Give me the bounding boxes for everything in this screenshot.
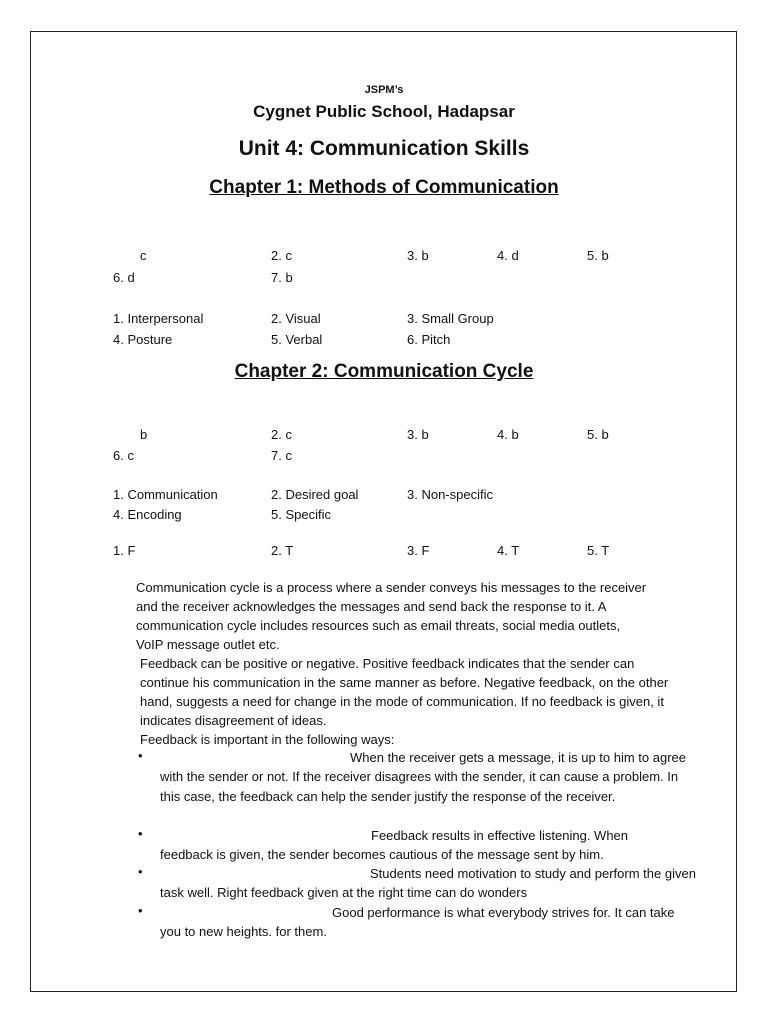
ch2-mcq-2: 2. c — [271, 427, 292, 442]
bullet-icon: • — [138, 748, 143, 763]
ch1-mcq-3: 3. b — [407, 248, 429, 263]
ch2-tf-5: 5. T — [587, 543, 610, 558]
paragraph-line: Feedback is important in the following ways: — [140, 732, 395, 747]
ch2-mcq-4: 4. b — [497, 427, 519, 442]
ch1-mcq-5: 5. b — [587, 248, 609, 263]
bullet-2-line-1: Feedback results in effective listening. When — [371, 828, 629, 843]
ch1-fill-6: 6. Pitch — [407, 332, 451, 347]
ch2-mcq-1: b — [140, 427, 148, 442]
ch1-fill-2: 2. Visual — [271, 311, 321, 326]
paragraph-line: VoIP message outlet etc. — [136, 637, 280, 652]
ch2-mcq-6: 6. c — [113, 448, 134, 463]
bullet-1-line-2: with the sender or not. If the receiver disagrees with the sender, it can cause a problem. In — [160, 769, 679, 784]
ch2-fill-4: 4. Encoding — [113, 507, 182, 522]
unit-title: Unit 4: Communication Skills — [238, 137, 530, 160]
ch2-fill-5: 5. Specific — [271, 507, 331, 522]
ch2-mcq-3: 3. b — [407, 427, 429, 442]
paragraph-line: and the receiver acknowledges the messages and send back the response to it. A — [136, 599, 607, 614]
ch2-fill-3: 3. Non-specific — [407, 487, 493, 502]
chapter2-title: Chapter 2: Communication Cycle — [234, 361, 534, 382]
bullet-1-line-3: this case, the feedback can help the sender justify the response of the receiver. — [160, 789, 616, 804]
ch2-tf-1: 1. F — [113, 543, 136, 558]
bullet-4-line-1: Good performance is what everybody strives for. It can take — [332, 905, 675, 920]
ch2-tf-4: 4. T — [497, 543, 520, 558]
ch2-mcq-7: 7. c — [271, 448, 292, 463]
ch1-fill-5: 5. Verbal — [271, 332, 323, 347]
bullet-icon: • — [138, 903, 143, 918]
ch1-fill-1: 1. Interpersonal — [113, 311, 204, 326]
ch2-mcq-5: 5. b — [587, 427, 609, 442]
ch2-tf-2: 2. T — [271, 543, 294, 558]
paragraph-line: continue his communication in the same manner as before. Negative feedback, on the other — [140, 675, 669, 690]
school-name: Cygnet Public School, Hadapsar — [253, 102, 515, 121]
ch1-mcq-4: 4. d — [497, 248, 519, 263]
chapter1-title: Chapter 1: Methods of Communication — [209, 177, 559, 198]
bullet-icon: • — [138, 864, 143, 879]
bullet-1-line-1: When the receiver gets a message, it is up to him to agree — [350, 750, 687, 765]
org-name: JSPM’s — [364, 84, 404, 96]
ch1-fill-3: 3. Small Group — [407, 311, 494, 326]
paragraph-line: communication cycle includes resources such as email threats, social media outlets, — [136, 618, 621, 633]
bullet-3-line-1: Students need motivation to study and perform the given — [370, 866, 696, 881]
answer-paragraph-2 — [140, 654, 668, 749]
ch2-tf-3: 3. F — [407, 543, 430, 558]
ch1-mcq-1: c — [140, 248, 147, 263]
bullet-2-line-2: feedback is given, the sender becomes cautious of the message sent by him. — [160, 847, 604, 862]
ch1-mcq-6: 6. d — [113, 270, 135, 285]
paragraph-line: indicates disagreement of ideas. — [140, 713, 327, 728]
ch2-fill-1: 1. Communication — [113, 487, 218, 502]
ch1-fill-4: 4. Posture — [113, 332, 173, 347]
paragraph-line: hand, suggests a need for change in the mode of communication. If no feedback is given, it — [140, 694, 664, 709]
bullet-4-line-2: you to new heights. for them. — [160, 924, 327, 939]
bullet-3-line-2: task well. Right feedback given at the right time can do wonders — [160, 885, 528, 900]
paragraph-line: Communication cycle is a process where a sender conveys his messages to the receiver — [136, 580, 647, 595]
ch1-mcq-2: 2. c — [271, 248, 292, 263]
answer-paragraph-1 — [136, 578, 646, 654]
ch2-fill-2: 2. Desired goal — [271, 487, 359, 502]
ch1-mcq-7: 7. b — [271, 270, 293, 285]
paragraph-line: Feedback can be positive or negative. Positive feedback indicates that the sender can — [140, 656, 635, 671]
bullet-icon: • — [138, 826, 143, 841]
